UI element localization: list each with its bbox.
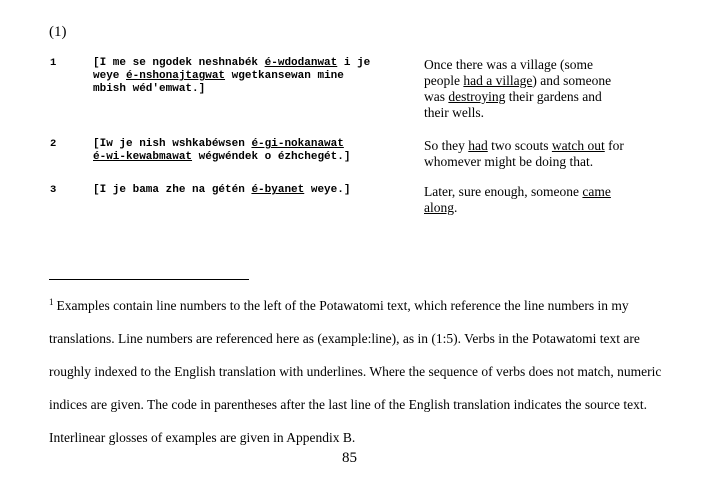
footnote-separator bbox=[49, 279, 249, 280]
text-line bbox=[93, 83, 413, 96]
text-span: i je bbox=[337, 57, 371, 69]
potawatomi-text bbox=[93, 138, 413, 164]
potawatomi-text bbox=[93, 57, 413, 96]
text-line bbox=[93, 70, 413, 83]
example-number: (1) bbox=[49, 24, 67, 40]
text-span: mbish wéd'emwat.] bbox=[93, 83, 206, 95]
underlined-verb: é-wdodanwat bbox=[264, 57, 338, 69]
text-span: weye.] bbox=[304, 184, 351, 196]
text-span: [I me se ngodek neshnabék bbox=[93, 57, 265, 69]
text-span: So they bbox=[424, 138, 469, 153]
text-line bbox=[424, 184, 649, 200]
underlined-verb: had bbox=[468, 138, 488, 153]
text-line bbox=[93, 151, 413, 164]
text-span: two scouts bbox=[487, 138, 552, 153]
underlined-verb: é-wi-kewabmawat bbox=[93, 151, 193, 163]
text-span: their wells. bbox=[424, 105, 484, 120]
text-span: [I je bama zhe na gétén bbox=[93, 184, 252, 196]
text-line bbox=[93, 138, 413, 151]
underlined-verb: é-byanet bbox=[251, 184, 305, 196]
line-number: 1 bbox=[50, 57, 57, 69]
text-span: their gardens and bbox=[505, 89, 602, 104]
text-line bbox=[93, 184, 413, 197]
text-line bbox=[424, 154, 649, 170]
english-translation bbox=[424, 184, 649, 216]
text-line bbox=[424, 89, 649, 105]
text-span: wégwéndek o ézhchegét.] bbox=[192, 151, 351, 163]
text-span: [Iw je nish wshkabéwsen bbox=[93, 138, 252, 150]
english-translation bbox=[424, 138, 649, 170]
potawatomi-text bbox=[93, 184, 413, 197]
text-span: . bbox=[454, 200, 458, 215]
text-span: Later, sure enough, someone bbox=[424, 184, 583, 199]
footnote-text: Examples contain line numbers to the left of the Potawatomi text, which reference the line numbers in my translations. Line numbers are referenced here as (example:line), as in (1:5). Verbs in the Potawatomi text are roughly indexed to the English translation with underlines. Where the sequence of verbs does not match, numeric indices are given. The code in parentheses after the last line of the English translation indicates the source text. Interlinear glosses of examples are given in Appendix B. bbox=[49, 298, 662, 445]
text-line bbox=[93, 57, 413, 70]
text-line bbox=[424, 200, 649, 216]
page-number: 85 bbox=[342, 450, 357, 466]
footnote bbox=[49, 286, 679, 454]
underlined-verb: watch out bbox=[551, 138, 605, 153]
text-span: whomever might be doing that. bbox=[424, 154, 594, 169]
text-span: for bbox=[604, 138, 624, 153]
text-line bbox=[424, 73, 649, 89]
underlined-verb: along bbox=[424, 200, 454, 215]
text-span: people bbox=[424, 73, 464, 88]
underlined-verb: had a village bbox=[463, 73, 533, 88]
text-span: Once there was a village (some bbox=[424, 57, 594, 72]
underlined-verb: é-nshonajtagwat bbox=[126, 70, 226, 82]
underlined-verb: came bbox=[582, 184, 611, 199]
text-span: ) and someone bbox=[532, 73, 612, 88]
english-translation bbox=[424, 57, 649, 121]
text-line bbox=[424, 138, 649, 154]
text-span: was bbox=[424, 89, 449, 104]
text-line bbox=[424, 105, 649, 121]
text-span: wgetkansewan mine bbox=[225, 70, 344, 82]
line-number: 3 bbox=[50, 184, 57, 196]
text-line bbox=[424, 57, 649, 73]
line-number: 2 bbox=[50, 138, 57, 150]
underlined-verb: destroying bbox=[448, 89, 506, 104]
text-span: weye bbox=[93, 70, 127, 82]
underlined-verb: é-gi-nokanawat bbox=[251, 138, 344, 150]
footnote-marker: 1 bbox=[49, 297, 54, 307]
